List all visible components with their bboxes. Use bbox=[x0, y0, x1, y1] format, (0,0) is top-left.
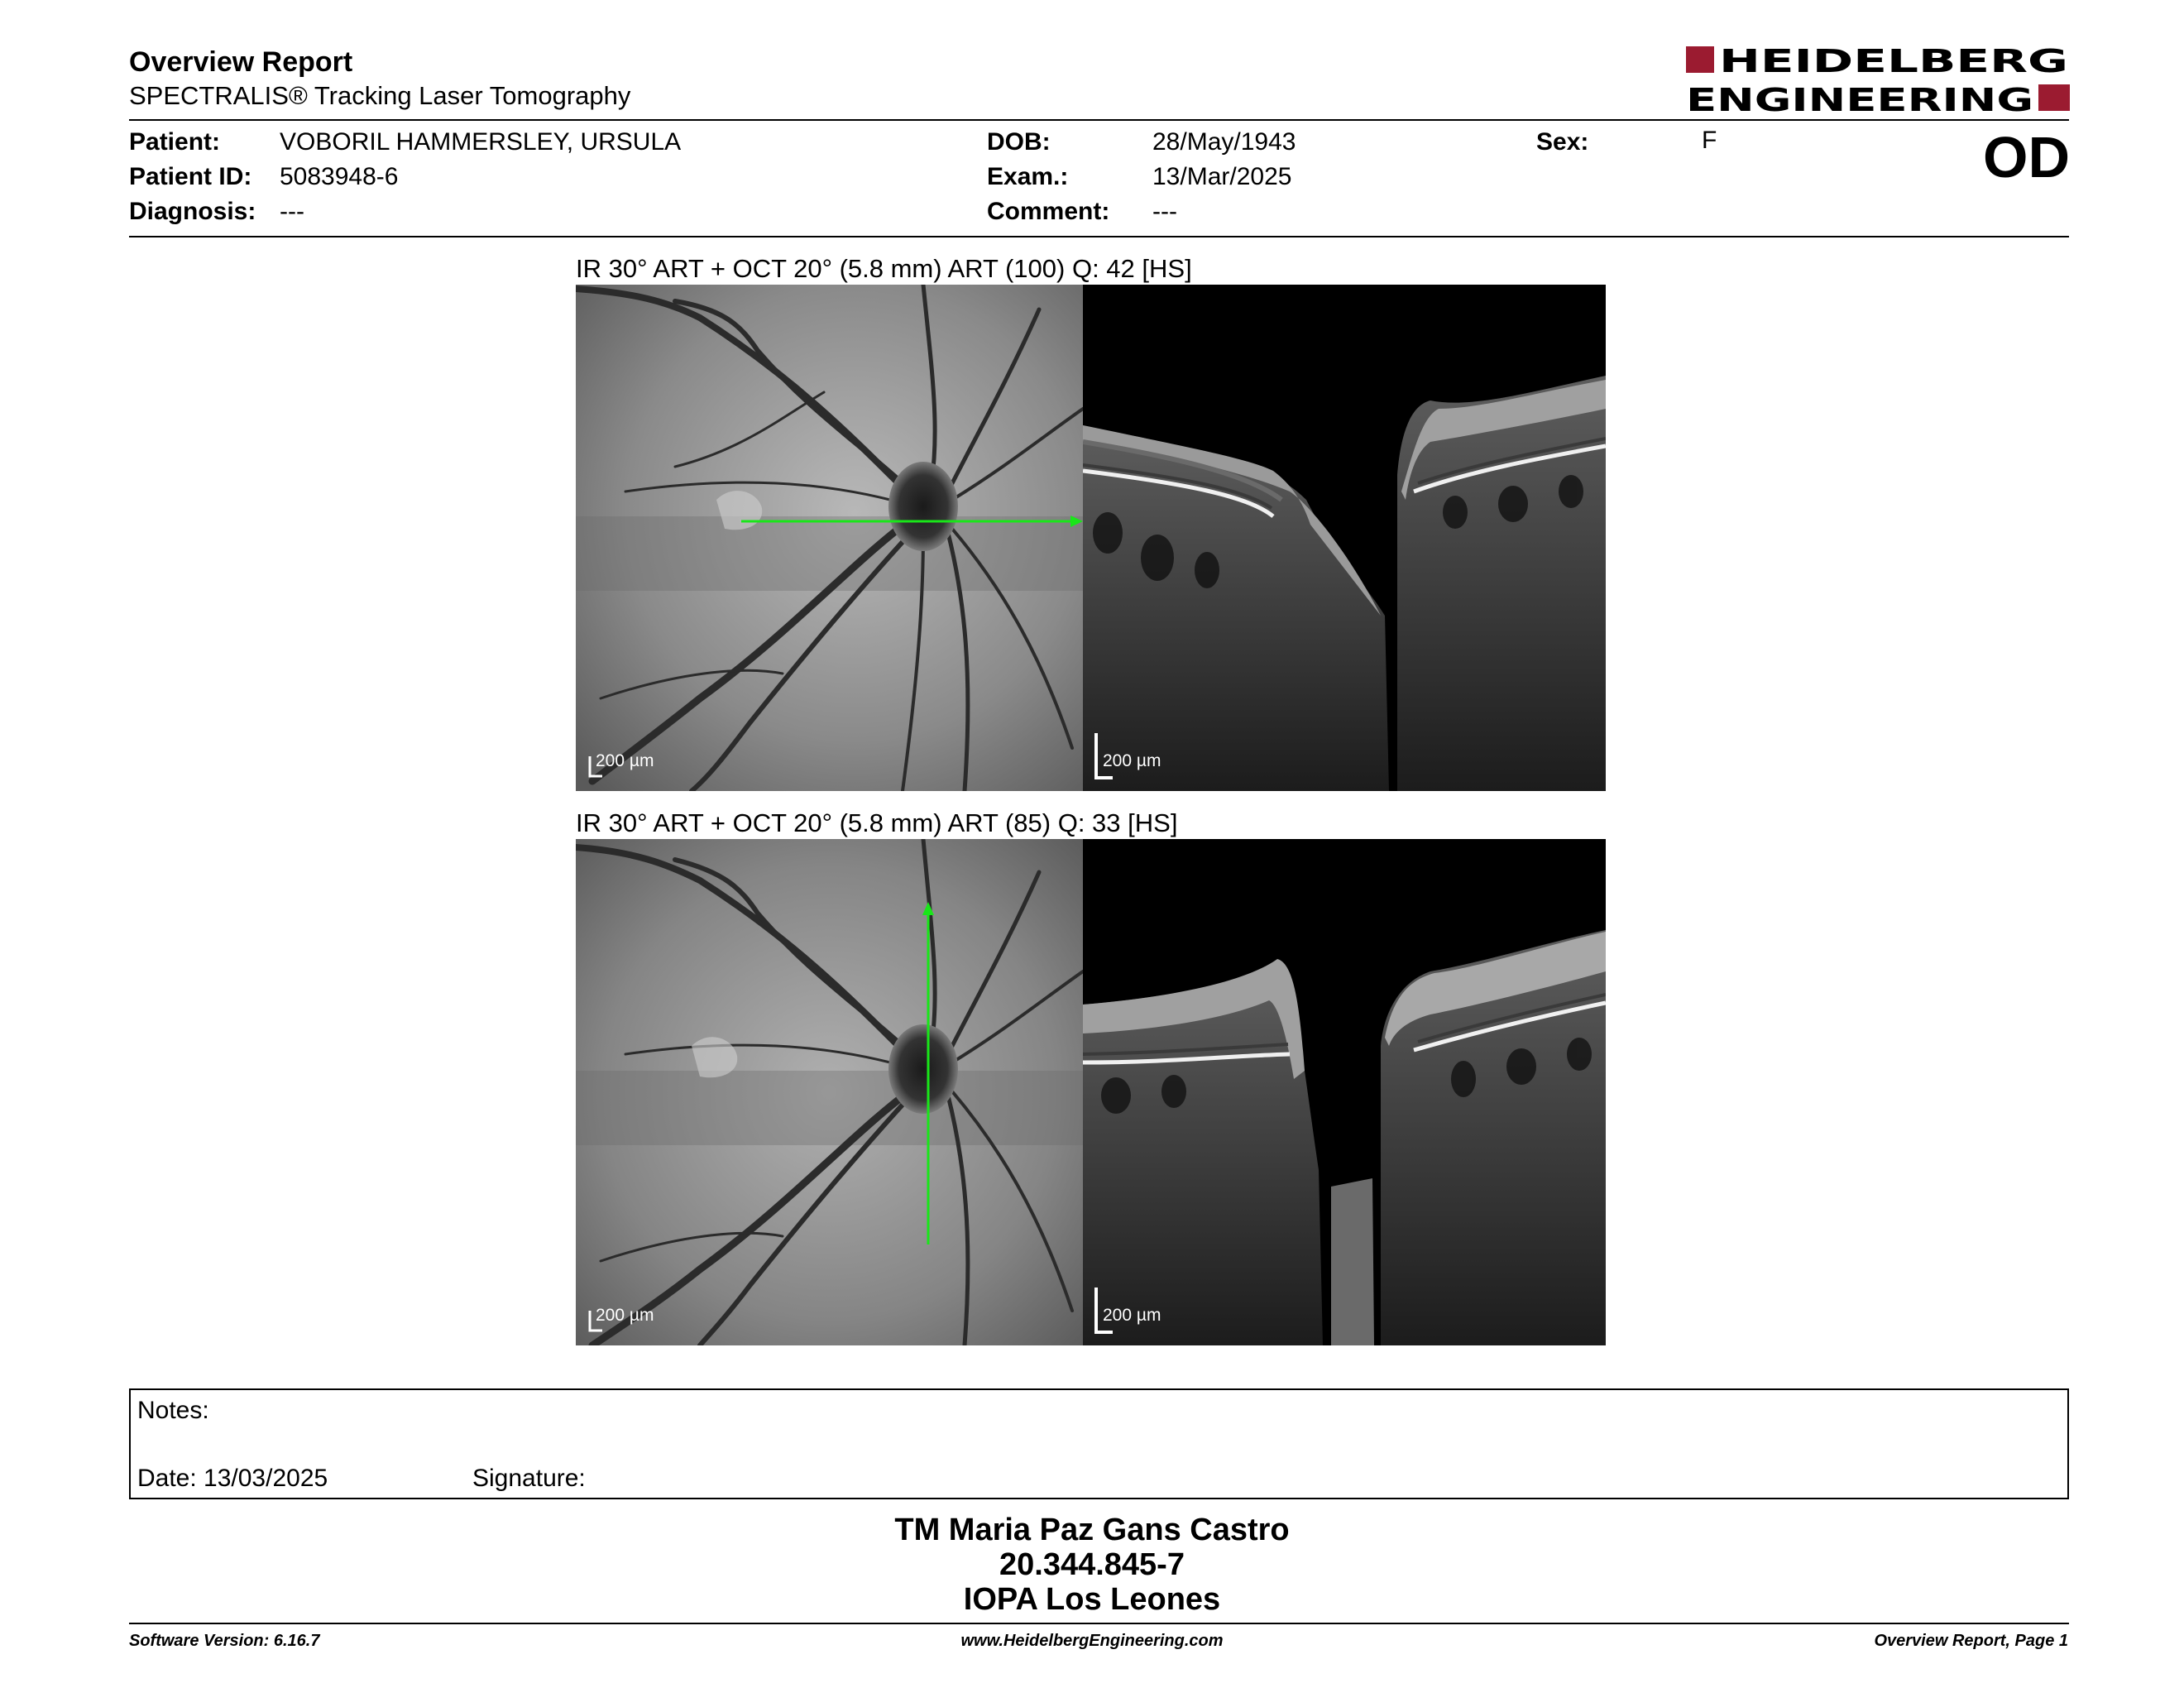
fundus-image-2 bbox=[576, 839, 1083, 1345]
notes-box bbox=[129, 1388, 2069, 1499]
oct-drawing-2 bbox=[1083, 839, 1606, 1345]
notes-date: Date: 13/03/2025 bbox=[137, 1465, 328, 1492]
logo-line1: HEIDELBERG bbox=[1719, 43, 2068, 79]
oct-drawing-1 bbox=[1083, 285, 1606, 791]
logo-line2: ENGINEERING bbox=[1686, 82, 2033, 116]
oct-bscan-2 bbox=[1083, 839, 1606, 1345]
eye-indicator: OD bbox=[1983, 125, 2070, 189]
header-divider bbox=[129, 119, 2069, 121]
report-subtitle: SPECTRALIS® Tracking Laser Tomography bbox=[129, 81, 631, 110]
signer-institution: IOPA Los Leones bbox=[963, 1582, 1221, 1617]
page-number: Overview Report, Page 1 bbox=[1874, 1632, 2068, 1650]
patient-id-label: Patient ID: bbox=[129, 163, 252, 190]
signature-label: Signature: bbox=[472, 1465, 586, 1492]
diagnosis-value: --- bbox=[280, 198, 304, 225]
signer-name: TM Maria Paz Gans Castro bbox=[894, 1513, 1290, 1547]
notes-label: Notes: bbox=[137, 1397, 209, 1424]
patient-id: 5083948-6 bbox=[280, 163, 399, 190]
info-divider bbox=[129, 236, 2069, 237]
fundus-scale-label-1: 200 µm bbox=[596, 751, 654, 770]
signer-id: 20.344.845-7 bbox=[999, 1547, 1185, 1582]
oct-scale-label-1: 200 µm bbox=[1103, 751, 1161, 770]
fundus-scale-label-2: 200 µm bbox=[596, 1306, 654, 1325]
patient-name: VOBORIL HAMMERSLEY, URSULA bbox=[280, 128, 682, 156]
sex-value: F bbox=[1702, 127, 1717, 154]
software-version: Software Version: 6.16.7 bbox=[129, 1632, 320, 1650]
website-link: www.HeidelbergEngineering.com bbox=[960, 1632, 1224, 1650]
sex-label: Sex: bbox=[1536, 128, 1589, 156]
oct-scale-label-2: 200 µm bbox=[1103, 1306, 1161, 1325]
heidelberg-logo bbox=[1686, 43, 2070, 116]
scan-line-1 bbox=[576, 285, 1083, 791]
scan-line-2 bbox=[576, 839, 1083, 1345]
patient-label: Patient: bbox=[129, 128, 221, 156]
diagnosis-label: Diagnosis: bbox=[129, 198, 256, 225]
scan-caption-1: IR 30° ART + OCT 20° (5.8 mm) ART (100) Q: 42 [HS] bbox=[576, 254, 1192, 283]
comment-label: Comment: bbox=[987, 198, 1110, 225]
fundus-image-1 bbox=[576, 285, 1083, 791]
oct-bscan-1 bbox=[1083, 285, 1606, 791]
exam-label: Exam.: bbox=[987, 163, 1069, 190]
dob-label: DOB: bbox=[987, 128, 1051, 156]
dob-value: 28/May/1943 bbox=[1152, 128, 1296, 156]
scan-caption-2: IR 30° ART + OCT 20° (5.8 mm) ART (85) Q: 33 [HS] bbox=[576, 808, 1178, 837]
footer-divider bbox=[129, 1623, 2069, 1624]
exam-value: 13/Mar/2025 bbox=[1152, 163, 1292, 190]
report-title: Overview Report bbox=[129, 46, 353, 78]
comment-value: --- bbox=[1152, 198, 1177, 225]
